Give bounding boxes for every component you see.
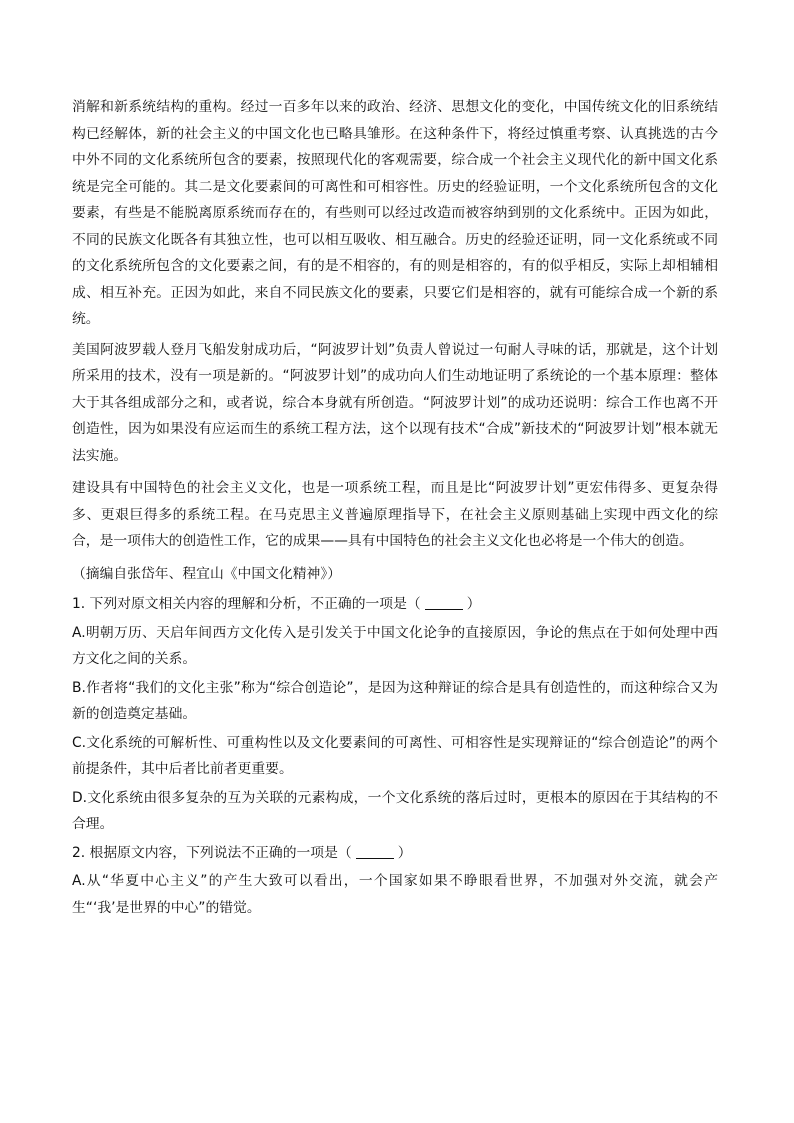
question-2-stem-text: 2. 根据原文内容，下列说法不正确的一项是（	[72, 844, 352, 861]
question-1-stem	[72, 591, 718, 618]
passage-source: （摘编自张岱年、程宜山《中国文化精神》）	[72, 565, 342, 582]
question-2-stem	[72, 840, 718, 867]
question-1-option-a: A.明朝万历、天启年间西方文化传入是引发关于中国文化论争的直接原因，争论的焦点在于如何处理中西方文化之间的关系。	[72, 624, 718, 667]
question-1-stem-text: 1. 下列对原文相关内容的理解和分析，不正确的一项是（	[72, 596, 421, 612]
question-1-option-c: C.文化系统的可解析性、可重构性以及文化要素间的可离性、可相容性是实现辩证的“综合创造论”的两个前提条件，其中后者比前者更重要。	[72, 734, 718, 777]
passage-paragraph-3: 建设具有中国特色的社会主义文化，也是一项系统工程，而且是比“阿波罗计划”更宏伟得多、更复杂得多、更艰巨得多的系统工程。在马克思主义普遍原理指导下，在社会主义原则基础上实现中西文化的综合，是一项伟大的创造性工作，它的成果——具有中国特色的社会主义文化也必将是一个伟大的创造。	[72, 480, 718, 549]
question-1-stem-close: ）	[466, 596, 481, 612]
document-page	[72, 94, 718, 923]
question-1-option-b: B.作者将“我们的文化主张”称为“综合创造论”，是因为这种辩证的综合是具有创造性的，而这种综合又为新的创造奠定基础。	[72, 679, 718, 722]
answer-blank-1[interactable]	[425, 595, 463, 610]
question-1-option-d: D.文化系统由很多复杂的互为关联的元素构成，一个文化系统的落后过时，更根本的原因在于其结构的不合理。	[72, 789, 718, 832]
question-2-option-a: A.从“华夏中心主义”的产生大致可以看出，一个国家如果不睁眼看世界，不加强对外交流，就会产生“‘我’是世界的中心”的错觉。	[72, 873, 718, 916]
answer-blank-2[interactable]	[356, 844, 394, 859]
passage-paragraph-2: 美国阿波罗载人登月飞船发射成功后，“阿波罗计划”负责人曾说过一句耐人寻味的话，那就是，这个计划所采用的技术，没有一项是新的。“阿波罗计划”的成功向人们生动地证明了系统论的一个基本原理：整体大于其各组成部分之和，或者说，综合本身就有所创造。“阿波罗计划”的成功还说明：综合工作也离不开创造性，因为如果没有应运而生的系统工程方法，这个以现有技术“合成”新技术的“阿波罗计划”根本就无法实施。	[72, 341, 718, 464]
question-2-stem-close: ）	[397, 844, 412, 861]
passage-paragraph-1: 消解和新系统结构的重构。经过一百多年以来的政治、经济、思想文化的变化，中国传统文化的旧系统结构已经解体，新的社会主义的中国文化也已略具雏形。在这种条件下，将经过慎重考察、认真挑选的古今中外不同的文化系统所包含的要素，按照现代化的客观需要，综合成一个社会主义现代化的新中国文化系统是完全可能的。其二是文化要素间的可离性和可相容性。历史的经验证明，一个文化系统所包含的文化要素，有些是不能脱离原系统而存在的，有些则可以经过改造而被容纳到别的文化系统中。正因为如此，不同的民族文化既各有其独立性，也可以相互吸收、相互融合。历史的经验还证明，同一文化系统或不同的文化系统所包含的文化要素之间，有的是不相容的，有的则是相容的，有的似乎相反，实际上却相辅相成、相互补充。正因为如此，来自不同民族文化的要素，只要它们是相容的，就有可能综合成一个新的系统。	[72, 99, 718, 327]
